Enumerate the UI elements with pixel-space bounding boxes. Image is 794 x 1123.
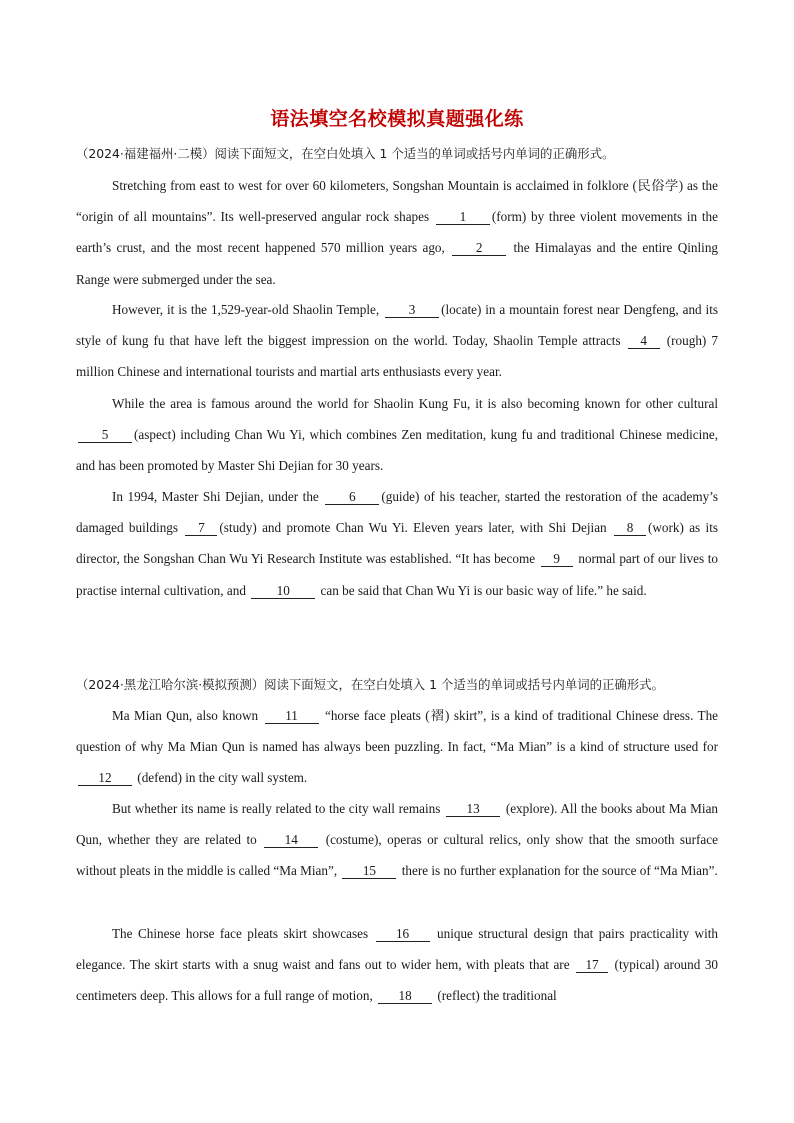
blank-10[interactable]: 10 (251, 584, 315, 599)
section-2-paragraph-2: But whether its name is really related to the city wall remains 13 (explore). All the books about Ma Mian Qun, whether they are related to 14 (costume), operas or cultural relics, only show that the smooth surface without pleats in the middle is called “Ma Mian”, 15 there is no further explanation for the source of “Ma Mian”. (76, 801, 719, 879)
section-1-instructions: （2024·福建福州·二模）阅读下面短文，在空白处填入 1 个适当的单词或括号内单词的正确形式。 (76, 146, 615, 161)
section-2-paragraph-1: Ma Mian Qun, also known 11 “horse face pleats (褶) skirt”, is a kind of traditional Chinese dress. The question of why Ma Mian Qun is named has always been puzzling. In fact, “Ma Mian” is a kind of structure used for 12 (defend) in the city wall system. (76, 708, 719, 786)
page-title: 语法填空名校模拟真题强化练 (270, 108, 524, 130)
blank-16[interactable]: 16 (376, 927, 430, 942)
section-1-paragraph-1: Stretching from east to west for over 60 kilometers, Songshan Mountain is acclaimed in folklore (民俗学) as the “origin of all mountains”. Its well-preserved angular rock shapes 1 (form) by three violent movements in the earth’s crust, and the most recent happened 570 million years ago, 2 the Himalayas and the entire Qinling Range were submerged under the sea. (76, 178, 719, 287)
section-1-paragraph-4: In 1994, Master Shi Dejian, under the 6 (guide) of his teacher, started the restoration of the academy’s damaged buildings 7 (study) and promote Chan Wu Yi. Eleven years later, with Shi Dejian 8 (work) as its director, the Songshan Chan Wu Yi Research Institute was established. “It has become 9 normal part of our lives to practise internal cultivation, and 10 can be said that Chan Wu Yi is our basic way of life.” he said. (76, 489, 719, 598)
section-2-paragraph-3: The Chinese horse face pleats skirt showcases 16 unique structural design that pairs practicality with elegance. The skirt starts with a snug waist and fans out to wider hem, with pleats that are 17 (typical) around 30 centimeters deep. This allows for a full range of motion, 18 (reflect) the traditional (76, 926, 719, 1004)
section-1-paragraph-2: However, it is the 1,529-year-old Shaolin Temple, 3 (locate) in a mountain forest near Dengfeng, and its style of kung fu that have left the biggest impression on the world. Today, Shaolin Temple attracts 4 (rough) 7 million Chinese and international tourists and martial arts enthusiasts every year. (76, 302, 719, 380)
blank-4[interactable]: 4 (628, 334, 660, 349)
section-2-instructions: （2024·黑龙江哈尔滨·模拟预测）阅读下面短文，在空白处填入 1 个适当的单词或括号内单词的正确形式。 (76, 677, 664, 692)
blank-5[interactable]: 5 (78, 428, 132, 443)
blank-13[interactable]: 13 (446, 802, 500, 817)
section-1-paragraph-3: While the area is famous around the world for Shaolin Kung Fu, it is also becoming known for other cultural 5 (aspect) including Chan Wu Yi, which combines Zen meditation, kung fu and traditional Chinese medicine, and has been promoted by Master Shi Dejian for 30 years. (76, 396, 718, 474)
blank-6[interactable]: 6 (325, 490, 379, 505)
blank-17[interactable]: 17 (576, 958, 608, 973)
blank-2[interactable]: 2 (452, 241, 506, 256)
blank-18[interactable]: 18 (378, 989, 432, 1004)
blank-3[interactable]: 3 (385, 303, 439, 318)
blank-1[interactable]: 1 (436, 210, 490, 225)
blank-12[interactable]: 12 (78, 771, 132, 786)
blank-7[interactable]: 7 (185, 521, 217, 536)
blank-9[interactable]: 9 (541, 552, 573, 567)
blank-15[interactable]: 15 (342, 864, 396, 879)
blank-8[interactable]: 8 (614, 521, 646, 536)
blank-11[interactable]: 11 (265, 709, 319, 724)
blank-14[interactable]: 14 (264, 833, 318, 848)
